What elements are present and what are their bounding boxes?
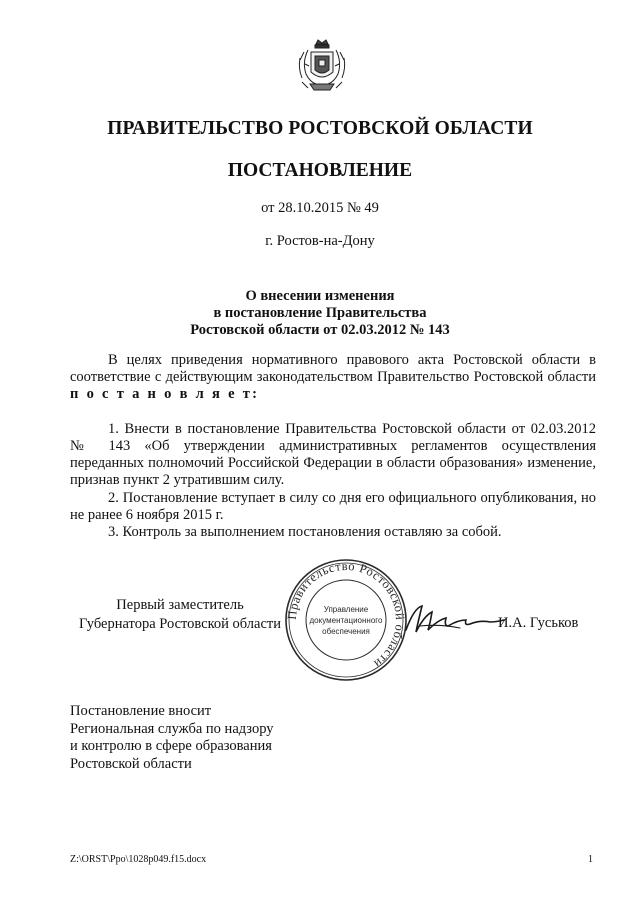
footer-page-number: 1 [588,854,593,865]
submitter-line: Региональная служба по надзору [70,720,274,737]
document-date-number: от 28.10.2015 № 49 [261,200,379,216]
item-1-paragraph: 1. Внести в постановление Правительства Ростовской области от 02.03.2012 № 143 «Об утверждении административных регламентов осуществления переданных полномочий Российской Федерации в области образования» изменение, признав пункт 2 утратившим силу. [70,421,596,488]
footer-file-path: Z:\ORST\Ppo\1028p049.f15.docx [70,854,207,865]
coat-of-arms-icon [296,38,348,94]
handwritten-signature-icon [400,596,510,646]
subject-line: О внесении изменения [245,288,395,304]
seal-inner-line: документационного [309,616,383,625]
seal-outer-text: Правительство Ростовской области [284,558,408,672]
subject-line: Ростовской области от 02.03.2012 № 143 [190,322,450,338]
signatory-name: И.А. Гуськов [498,615,579,631]
item-3-paragraph: 3. Контроль за выполнением постановления оставляю за собой. [108,524,502,540]
document-city: г. Ростов-на-Дону [265,233,375,249]
signatory-position-line: Губернатора Ростовской области [78,616,282,632]
organization-title: ПРАВИТЕЛЬСТВО РОСТОВСКОЙ ОБЛАСТИ [107,118,533,139]
submitter-line: Постановление вносит [70,703,212,719]
item-2-paragraph: 2. Постановление вступает в силу со дня его официального опубликования, но не ранее 6 ноября 2015 г. [70,490,596,523]
preamble-paragraph [70,352,596,403]
submitter-line: и контролю в сфере образования [70,738,272,754]
signatory-position-line: Первый заместитель [116,597,244,613]
document-type-title: ПОСТАНОВЛЕНИЕ [227,160,413,181]
seal-inner-line: обеспечения [322,627,370,636]
submitter-block [70,703,274,773]
official-seal-icon [282,556,410,684]
resolves-keyword: п о с т а н о в л я е т: [70,386,260,402]
subject-line: в постановление Правительства [213,305,427,321]
preamble-text: В целях приведения нормативного правового акта Ростовской области в соответствие с действующим законодательством Правительство Ростовской области [70,352,596,385]
seal-inner-line: Управление [323,605,369,614]
document-subject [0,288,640,339]
submitter-line: Ростовской области [70,755,192,772]
signatory-position [70,596,290,634]
